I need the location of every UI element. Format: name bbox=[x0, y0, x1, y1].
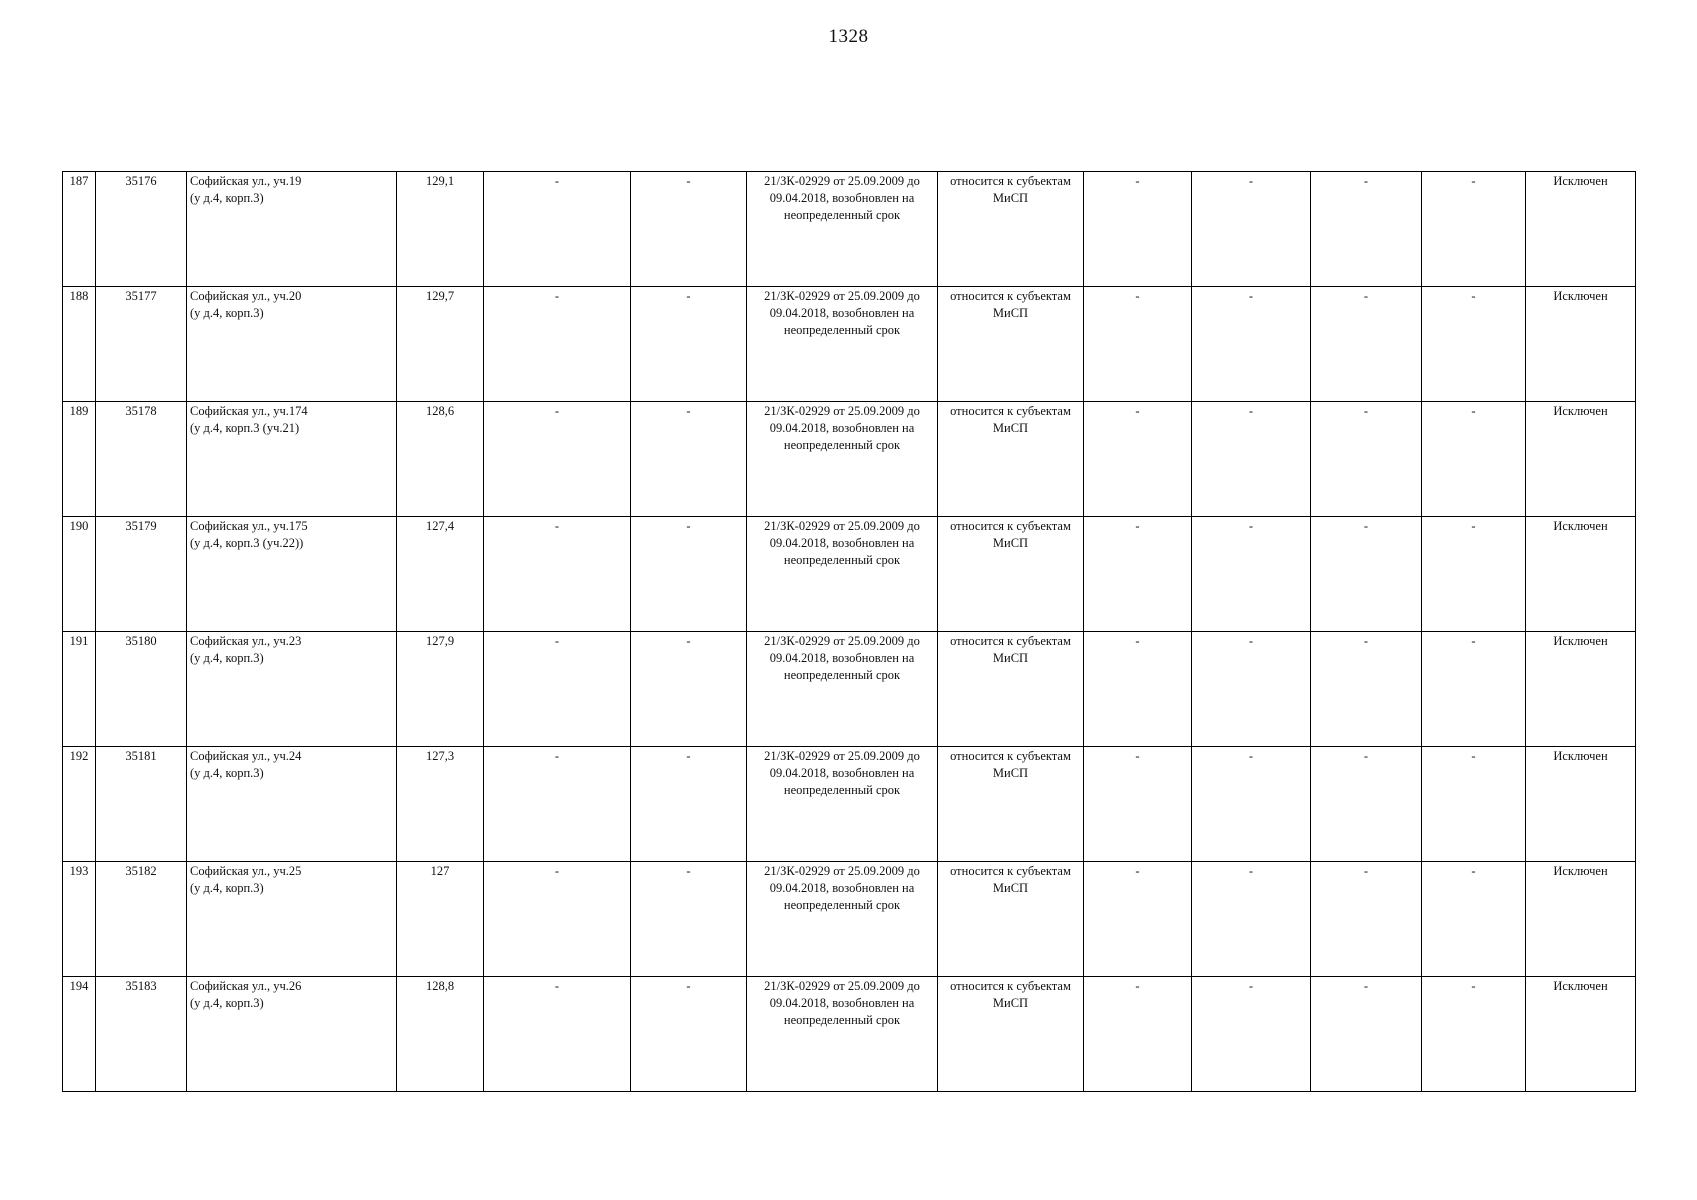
cell-col9: - bbox=[1084, 747, 1192, 862]
cell-col5: - bbox=[484, 862, 631, 977]
cell-contract: 21/ЗК-02929 от 25.09.2009 до 09.04.2018, возобновлен на неопределенный срок bbox=[747, 402, 938, 517]
cell-code: 35176 bbox=[96, 172, 187, 287]
cell-col9: - bbox=[1084, 632, 1192, 747]
address-line-2: (у д.4, корп.3) bbox=[190, 651, 264, 665]
cell-col6: - bbox=[631, 632, 747, 747]
cell-contract: 21/ЗК-02929 от 25.09.2009 до 09.04.2018, возобновлен на неопределенный срок bbox=[747, 862, 938, 977]
cell-row-number: 194 bbox=[63, 977, 96, 1092]
cell-col6: - bbox=[631, 287, 747, 402]
cell-col11: - bbox=[1311, 632, 1422, 747]
cell-status: Исключен bbox=[1526, 862, 1636, 977]
cell-col5: - bbox=[484, 977, 631, 1092]
cell-col9: - bbox=[1084, 287, 1192, 402]
table-row bbox=[63, 977, 1636, 1092]
cell-col9: - bbox=[1084, 862, 1192, 977]
cell-col10: - bbox=[1192, 517, 1311, 632]
cell-col12: - bbox=[1422, 977, 1526, 1092]
cell-col5: - bbox=[484, 172, 631, 287]
cell-area: 127,4 bbox=[397, 517, 484, 632]
address-line-1: Софийская ул., уч.175 bbox=[190, 519, 308, 533]
address-line-2: (у д.4, корп.3 (уч.22)) bbox=[190, 536, 304, 550]
address-line-1: Софийская ул., уч.26 bbox=[190, 979, 302, 993]
cell-category: относится к субъектам МиСП bbox=[938, 862, 1084, 977]
cell-code: 35181 bbox=[96, 747, 187, 862]
cell-row-number: 192 bbox=[63, 747, 96, 862]
cell-status: Исключен bbox=[1526, 402, 1636, 517]
cell-col6: - bbox=[631, 517, 747, 632]
cell-row-number: 188 bbox=[63, 287, 96, 402]
cell-status: Исключен bbox=[1526, 287, 1636, 402]
cell-col11: - bbox=[1311, 517, 1422, 632]
cell-col9: - bbox=[1084, 517, 1192, 632]
cell-col10: - bbox=[1192, 632, 1311, 747]
cell-row-number: 190 bbox=[63, 517, 96, 632]
address-line-2: (у д.4, корп.3) bbox=[190, 306, 264, 320]
cell-area: 129,1 bbox=[397, 172, 484, 287]
cell-address bbox=[187, 747, 397, 862]
cell-category: относится к субъектам МиСП bbox=[938, 172, 1084, 287]
cell-category: относится к субъектам МиСП bbox=[938, 287, 1084, 402]
cell-col11: - bbox=[1311, 862, 1422, 977]
cell-contract: 21/ЗК-02929 от 25.09.2009 до 09.04.2018, возобновлен на неопределенный срок bbox=[747, 747, 938, 862]
address-line-1: Софийская ул., уч.23 bbox=[190, 634, 302, 648]
registry-body bbox=[63, 172, 1636, 1092]
cell-address bbox=[187, 862, 397, 977]
cell-col6: - bbox=[631, 977, 747, 1092]
cell-col11: - bbox=[1311, 747, 1422, 862]
cell-area: 129,7 bbox=[397, 287, 484, 402]
cell-col10: - bbox=[1192, 402, 1311, 517]
cell-row-number: 193 bbox=[63, 862, 96, 977]
cell-category: относится к субъектам МиСП bbox=[938, 977, 1084, 1092]
address-line-1: Софийская ул., уч.20 bbox=[190, 289, 302, 303]
cell-col5: - bbox=[484, 747, 631, 862]
address-line-2: (у д.4, корп.3) bbox=[190, 996, 264, 1010]
cell-contract: 21/ЗК-02929 от 25.09.2009 до 09.04.2018, возобновлен на неопределенный срок bbox=[747, 287, 938, 402]
address-line-1: Софийская ул., уч.25 bbox=[190, 864, 302, 878]
address-line-2: (у д.4, корп.3 (уч.21) bbox=[190, 421, 300, 435]
cell-col6: - bbox=[631, 747, 747, 862]
cell-code: 35179 bbox=[96, 517, 187, 632]
address-line-1: Софийская ул., уч.174 bbox=[190, 404, 308, 418]
cell-col12: - bbox=[1422, 632, 1526, 747]
cell-category: относится к субъектам МиСП bbox=[938, 632, 1084, 747]
cell-col10: - bbox=[1192, 747, 1311, 862]
cell-contract: 21/ЗК-02929 от 25.09.2009 до 09.04.2018, возобновлен на неопределенный срок bbox=[747, 632, 938, 747]
cell-col9: - bbox=[1084, 977, 1192, 1092]
cell-area: 128,8 bbox=[397, 977, 484, 1092]
cell-col10: - bbox=[1192, 977, 1311, 1092]
cell-col11: - bbox=[1311, 977, 1422, 1092]
cell-contract: 21/ЗК-02929 от 25.09.2009 до 09.04.2018, возобновлен на неопределенный срок bbox=[747, 977, 938, 1092]
cell-area: 128,6 bbox=[397, 402, 484, 517]
cell-col12: - bbox=[1422, 517, 1526, 632]
registry-table bbox=[62, 171, 1636, 1092]
cell-category: относится к субъектам МиСП bbox=[938, 747, 1084, 862]
cell-area: 127,3 bbox=[397, 747, 484, 862]
cell-col5: - bbox=[484, 287, 631, 402]
cell-col10: - bbox=[1192, 287, 1311, 402]
table-row bbox=[63, 862, 1636, 977]
cell-col6: - bbox=[631, 402, 747, 517]
cell-code: 35183 bbox=[96, 977, 187, 1092]
cell-col12: - bbox=[1422, 747, 1526, 862]
cell-area: 127,9 bbox=[397, 632, 484, 747]
cell-col5: - bbox=[484, 632, 631, 747]
cell-address bbox=[187, 172, 397, 287]
cell-contract: 21/ЗК-02929 от 25.09.2009 до 09.04.2018, возобновлен на неопределенный срок bbox=[747, 172, 938, 287]
cell-col11: - bbox=[1311, 172, 1422, 287]
cell-col6: - bbox=[631, 172, 747, 287]
cell-col5: - bbox=[484, 402, 631, 517]
table-row bbox=[63, 747, 1636, 862]
cell-code: 35177 bbox=[96, 287, 187, 402]
cell-col12: - bbox=[1422, 287, 1526, 402]
address-line-1: Софийская ул., уч.19 bbox=[190, 174, 302, 188]
address-line-1: Софийская ул., уч.24 bbox=[190, 749, 302, 763]
cell-col12: - bbox=[1422, 402, 1526, 517]
cell-col6: - bbox=[631, 862, 747, 977]
cell-contract: 21/ЗК-02929 от 25.09.2009 до 09.04.2018, возобновлен на неопределенный срок bbox=[747, 517, 938, 632]
cell-status: Исключен bbox=[1526, 632, 1636, 747]
cell-address bbox=[187, 632, 397, 747]
cell-status: Исключен bbox=[1526, 172, 1636, 287]
cell-col12: - bbox=[1422, 172, 1526, 287]
cell-code: 35180 bbox=[96, 632, 187, 747]
cell-address bbox=[187, 517, 397, 632]
cell-col11: - bbox=[1311, 287, 1422, 402]
table-row bbox=[63, 172, 1636, 287]
cell-category: относится к субъектам МиСП bbox=[938, 402, 1084, 517]
cell-col12: - bbox=[1422, 862, 1526, 977]
address-line-2: (у д.4, корп.3) bbox=[190, 191, 264, 205]
cell-status: Исключен bbox=[1526, 747, 1636, 862]
cell-col10: - bbox=[1192, 172, 1311, 287]
cell-status: Исключен bbox=[1526, 517, 1636, 632]
cell-area: 127 bbox=[397, 862, 484, 977]
cell-row-number: 189 bbox=[63, 402, 96, 517]
cell-col9: - bbox=[1084, 402, 1192, 517]
cell-category: относится к субъектам МиСП bbox=[938, 517, 1084, 632]
cell-col11: - bbox=[1311, 402, 1422, 517]
table-row bbox=[63, 402, 1636, 517]
page-number: 1328 bbox=[828, 26, 869, 47]
address-line-2: (у д.4, корп.3) bbox=[190, 766, 264, 780]
cell-address bbox=[187, 977, 397, 1092]
table-row bbox=[63, 517, 1636, 632]
cell-status: Исключен bbox=[1526, 977, 1636, 1092]
cell-address bbox=[187, 287, 397, 402]
cell-row-number: 187 bbox=[63, 172, 96, 287]
cell-code: 35178 bbox=[96, 402, 187, 517]
cell-col5: - bbox=[484, 517, 631, 632]
cell-col10: - bbox=[1192, 862, 1311, 977]
address-line-2: (у д.4, корп.3) bbox=[190, 881, 264, 895]
table-row bbox=[63, 287, 1636, 402]
cell-col9: - bbox=[1084, 172, 1192, 287]
cell-row-number: 191 bbox=[63, 632, 96, 747]
cell-code: 35182 bbox=[96, 862, 187, 977]
cell-address bbox=[187, 402, 397, 517]
table-row bbox=[63, 632, 1636, 747]
